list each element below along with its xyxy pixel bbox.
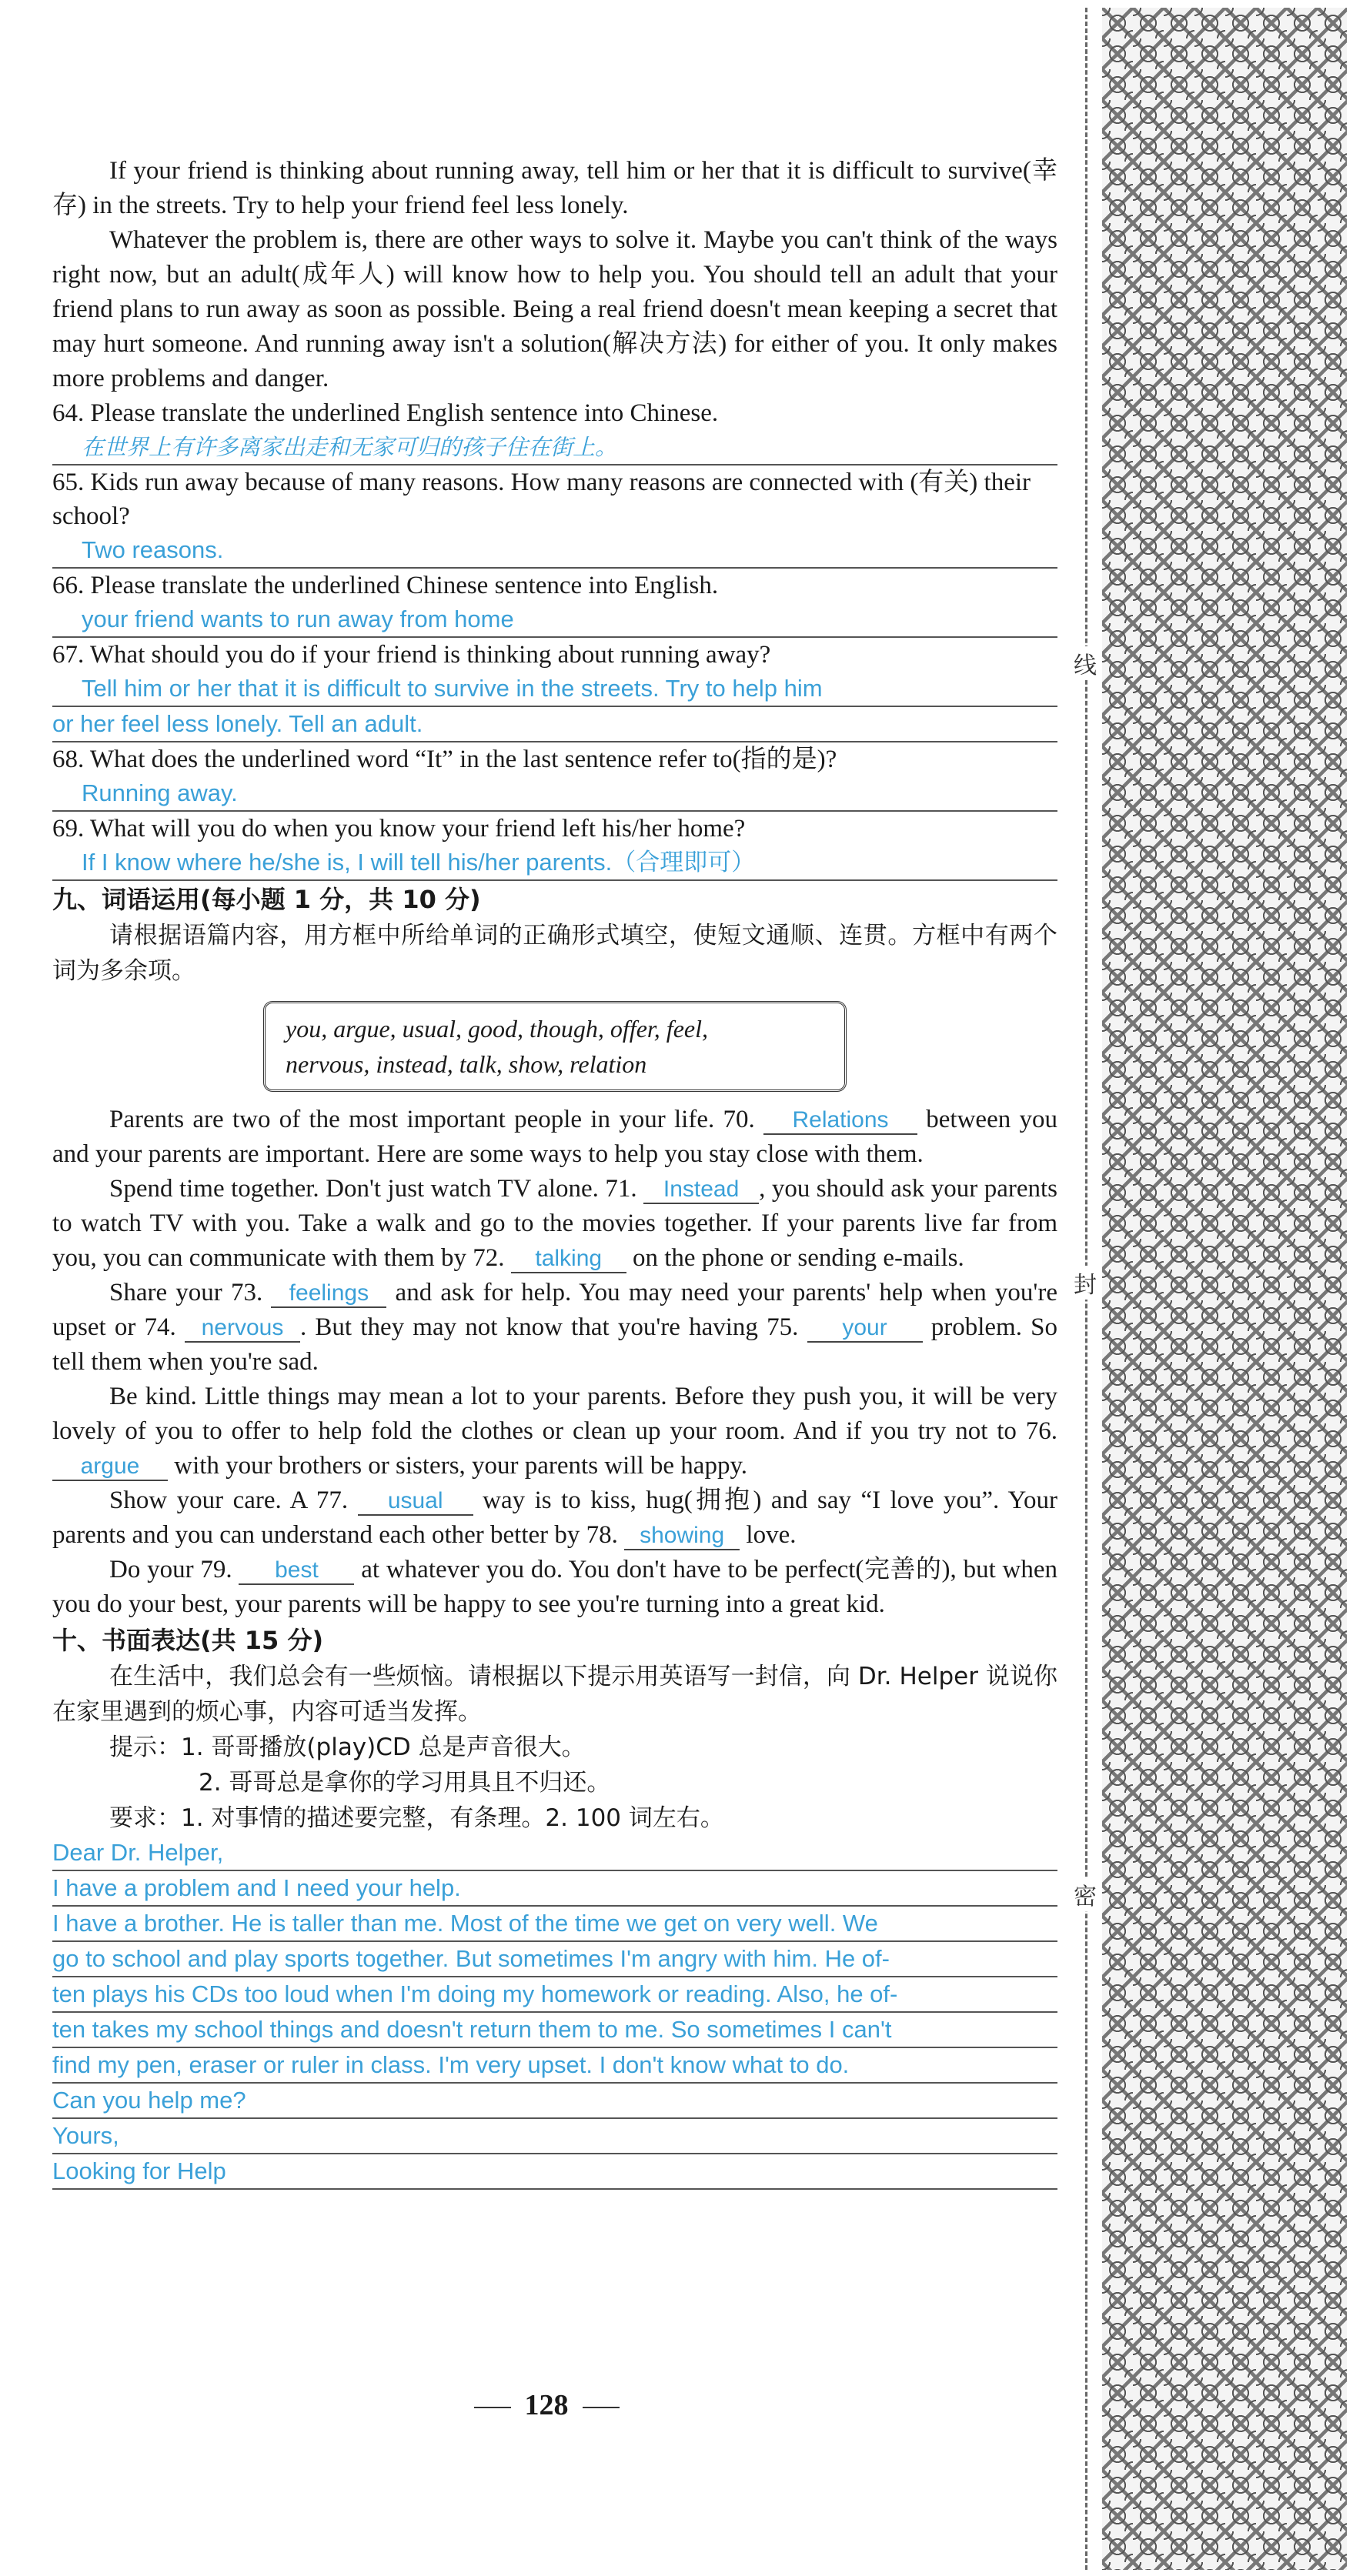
decorative-border-pattern	[1102, 8, 1347, 2570]
question-text: 69. What will you do when you know your friend left his/her home?	[52, 815, 746, 843]
section-10-heading: 十、书面表达(共 15 分)	[52, 1626, 324, 1655]
blank-73: feelings	[271, 1280, 386, 1308]
answer-line: Tell him or her that it is difficult to survive in the streets. Try to help him	[52, 672, 1057, 707]
letter-line: find my pen, eraser or ruler in class. I'm very upset. I don't know what to do.	[52, 2048, 1057, 2084]
letter-line: ten plays his CDs too loud when I'm doing my homework or reading. Also, he of-	[52, 1977, 1057, 2013]
answer-line: Two reasons.	[52, 533, 1057, 569]
page-number-text: 128	[524, 2389, 569, 2421]
answer-line: If I know where he/she is, I will tell his/her parents.（合理即可）	[52, 846, 1057, 881]
question-text: 67. What should you do if your friend is thinking about running away?	[52, 641, 771, 669]
cloze-paragraph	[52, 1276, 1057, 1380]
answer-line: or her feel less lonely. Tell an adult.	[52, 707, 1057, 742]
blank-77: usual	[358, 1488, 473, 1516]
text: problem. So tell them when you're sad.	[52, 1313, 1057, 1376]
letter-line: Dear Dr. Helper,	[52, 1836, 1057, 1871]
question-text: 65. Kids run away because of many reasons. How many reasons are connected with (有关) their school?	[52, 469, 1031, 530]
text: Be kind. Little things may mean a lot to your parents. Before they push you, it will be very lovely of you to offer to help fold the clothes or clean up your room. And if you try not to 76.	[52, 1383, 1057, 1445]
text: Show your care. A 77.	[109, 1487, 349, 1514]
text: Do your 79.	[109, 1556, 232, 1583]
word-box	[263, 1001, 847, 1092]
text: on the phone or sending e-mails.	[632, 1244, 964, 1272]
blank-72: talking	[511, 1246, 626, 1273]
hint-2: 2. 哥哥总是拿你的学习用具且不归还。	[199, 1769, 611, 1797]
text: at whatever you do. You don't have to be perfect(完善的), but when you do your best, your parents will be happy to see you're turning into a great kid.	[52, 1556, 1058, 1618]
passage-paragraph: If your friend is thinking about running away, tell him or her that it is difficult to survive(幸存) in the streets. Try to help your friend feel less lonely.	[52, 157, 1057, 219]
cloze-paragraph	[52, 1172, 1057, 1276]
text: way is to kiss, hug(拥抱) and say “I love you”. Your parents and you can understand each other better by 78.	[52, 1487, 1058, 1549]
page-number	[0, 2388, 1093, 2422]
letter-line: I have a problem and I need your help.	[52, 1871, 1057, 1907]
cloze-paragraph	[52, 1380, 1057, 1483]
answer-line: 在世界上有许多离家出走和无家可归的孩子住在街上。	[52, 430, 1057, 465]
blank-78: showing	[624, 1523, 740, 1550]
letter-line: I have a brother. He is taller than me. Most of the time we get on very well. We	[52, 1907, 1057, 1942]
answer-line: Running away.	[52, 776, 1057, 812]
word-box-line: nervous, instead, talk, show, relation	[286, 1050, 647, 1078]
text: Spend time together. Don't just watch TV alone. 71.	[109, 1175, 637, 1203]
letter-line: ten takes my school things and doesn't return them to me. So sometimes I can't	[52, 2013, 1057, 2048]
word-box-line: you, argue, usual, good, though, offer, feel,	[286, 1015, 708, 1043]
cloze-paragraph	[52, 1553, 1057, 1622]
hint-1: 提示：1. 哥哥播放(play)CD 总是声音很大。	[109, 1733, 586, 1761]
word-box-wrap	[52, 1001, 1057, 1092]
blank-71: Instead	[643, 1176, 759, 1204]
text: , you should ask your parents to watch TV with you. Take a walk and go to the movies together. If your parents live far from you, you can communicate with them by 72.	[52, 1175, 1057, 1272]
section-10-instruction: 在生活中，我们总会有一些烦恼。请根据以下提示用英语写一封信，向 Dr. Helper 说说你在家里遇到的烦心事，内容可适当发挥。	[52, 1663, 1057, 1726]
section-9-heading: 九、词语运用(每小题 1 分，共 10 分)	[52, 885, 481, 914]
passage-paragraph: Whatever the problem is, there are other ways to solve it. Maybe you can't think of the ways right now, but an adult(成年人) will know how to help you. You should tell an adult that your friend plans to run away as soon as possible. Being a real friend doesn't mean keeping a secret that may hurt someone. And running away isn't a solution(解决方法) for either of you. It only makes more problems and danger.	[52, 226, 1057, 392]
blank-75: your	[807, 1315, 923, 1343]
blank-76: argue	[52, 1453, 168, 1481]
text: . But they may not know that you're having 75.	[299, 1313, 799, 1341]
question-66	[52, 569, 1057, 638]
letter-line: Looking for Help	[52, 2154, 1057, 2190]
requirements: 要求：1. 对事情的描述要完整，有条理。2. 100 词左右。	[109, 1804, 724, 1832]
question-65	[52, 465, 1057, 569]
side-mark-mi: 密	[1070, 1877, 1101, 1911]
cloze-paragraph	[52, 1483, 1057, 1553]
text: Share your 73.	[109, 1279, 263, 1306]
text: love.	[746, 1521, 797, 1549]
question-64	[52, 396, 1057, 465]
question-67	[52, 638, 1057, 742]
text: between you and your parents are important. Here are some ways to help you stay close with them.	[52, 1106, 1057, 1168]
letter-line: go to school and play sports together. But sometimes I'm angry with him. He of-	[52, 1942, 1057, 1977]
text: Parents are two of the most important people in your life. 70.	[109, 1106, 755, 1133]
text: and ask for help. You may need your parents' help when you're upset or 74.	[52, 1279, 1058, 1341]
answer-line: your friend wants to run away from home	[52, 602, 1057, 638]
side-mark-feng: 封	[1070, 1266, 1101, 1300]
letter-line: Can you help me?	[52, 2084, 1057, 2119]
cloze-paragraph	[52, 1103, 1057, 1172]
blank-79: best	[239, 1557, 354, 1585]
text: with your brothers or sisters, your parents will be happy.	[174, 1452, 748, 1480]
question-68	[52, 742, 1057, 812]
question-69	[52, 812, 1057, 881]
side-mark-xian: 线	[1070, 646, 1101, 680]
blank-74: nervous	[185, 1315, 300, 1343]
section-9-instruction: 请根据语篇内容，用方框中所给单词的正确形式填空，使短文通顺、连贯。方框中有两个词为多余项。	[52, 922, 1057, 985]
question-text: 64. Please translate the underlined English sentence into Chinese.	[52, 399, 719, 427]
blank-70: Relations	[763, 1107, 917, 1135]
question-text: 68. What does the underlined word “It” in the last sentence refer to(指的是)?	[52, 746, 837, 773]
letter-line: Yours,	[52, 2119, 1057, 2154]
question-text: 66. Please translate the underlined Chinese sentence into English.	[52, 572, 719, 599]
letter-answer	[52, 1836, 1057, 2190]
page-content	[52, 154, 1057, 2190]
